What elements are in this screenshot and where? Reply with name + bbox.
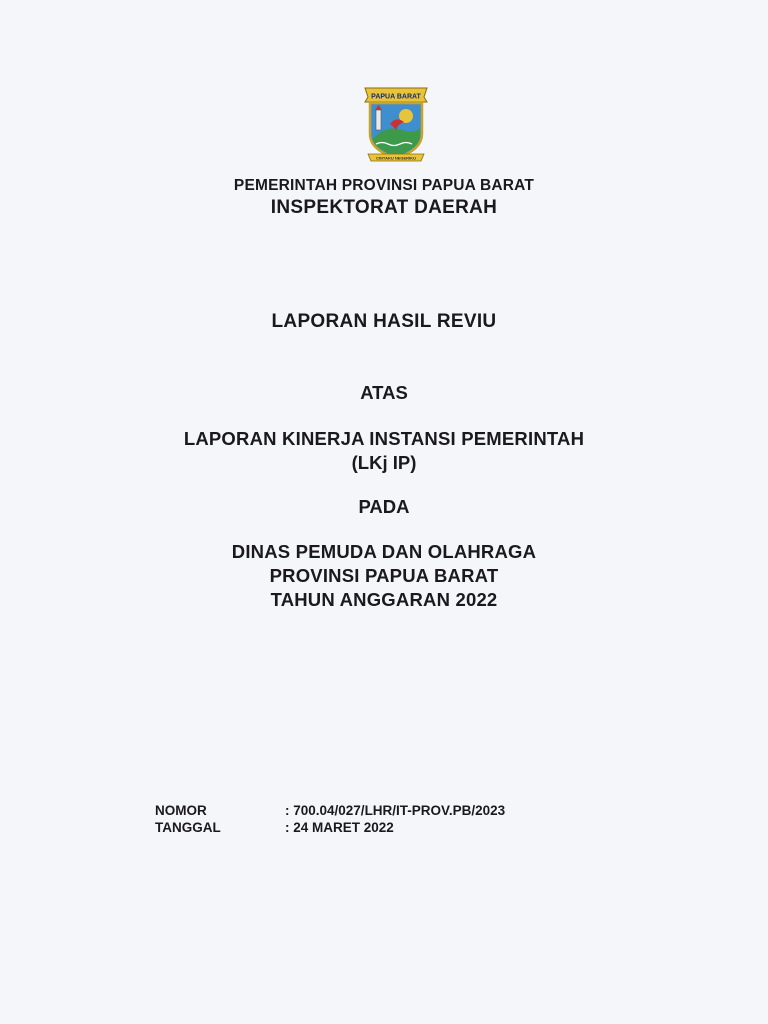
nomor-label: NOMOR	[155, 803, 207, 818]
tanggal-label: TANGGAL	[155, 820, 221, 835]
agency-name: INSPEKTORAT DAERAH	[270, 197, 498, 218]
connector-atas: ATAS	[360, 382, 408, 403]
department-line-2: PROVINSI PAPUA BARAT	[269, 565, 499, 586]
government-name: PEMERINTAH PROVINSI PAPUA BARAT	[233, 177, 535, 194]
department-line-3: TAHUN ANGGARAN 2022	[270, 589, 498, 610]
papua-barat-emblem	[362, 84, 430, 164]
tanggal-value: : 24 MARET 2022	[285, 820, 394, 835]
report-name: LAPORAN KINERJA INSTANSI PEMERINTAH	[183, 428, 585, 449]
department-line-1: DINAS PEMUDA DAN OLAHRAGA	[231, 541, 537, 562]
report-abbreviation: (LKj IP)	[351, 452, 417, 473]
svg-text:PAPUA BARAT: PAPUA BARAT	[371, 93, 421, 101]
document-title: LAPORAN HASIL REVIU	[271, 311, 497, 332]
nomor-value: : 700.04/027/LHR/IT-PROV.PB/2023	[285, 803, 506, 818]
svg-text:CINTAKU NEGERIKU: CINTAKU NEGERIKU	[376, 155, 416, 161]
connector-pada: PADA	[358, 496, 410, 517]
